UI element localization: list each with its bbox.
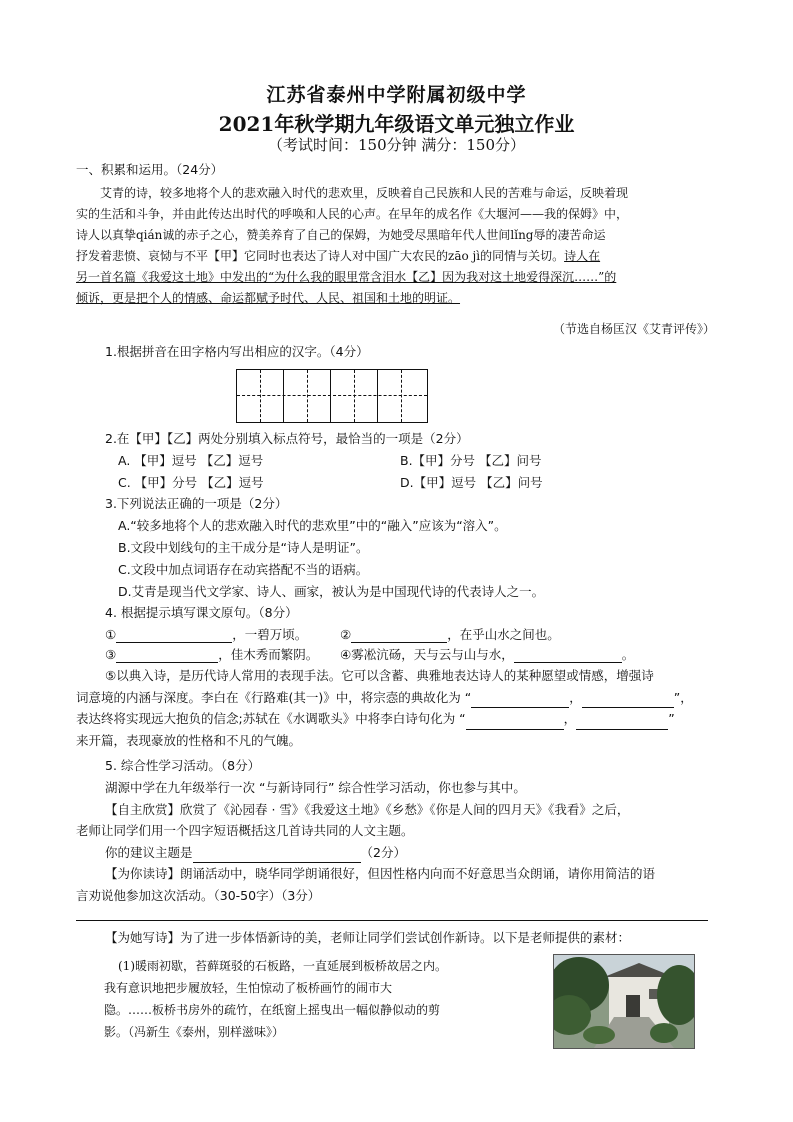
q5-block	[76, 777, 716, 906]
q4-para-line: ⑤以典入诗，是历代诗人常用的表现手法。它可以含蓄、典雅地表达诗人的某种愿望或情感，增强诗	[105, 668, 654, 683]
material-line: (1)暖雨初歇，苔藓斑驳的石板路，一直延展到板桥故居之内。	[118, 959, 448, 973]
grid-guide	[307, 370, 308, 422]
q5-line: 湖源中学在九年级举行一次 “与新诗同行” 综合性学习活动，你也参与其中。	[105, 780, 526, 795]
q5c-intro: 【为她写诗】为了进一步体悟新诗的美，老师让同学们尝试创作新诗。以下是老师提供的素材：	[105, 930, 631, 945]
q4-row2: ③ ，佳木秀而繁阴。	[105, 647, 319, 662]
q4-text: 4. 根据提示填写课文原句。（8分）	[105, 605, 298, 620]
q3-option-c[interactable]: C.文段中加点词语存在动宾搭配不当的语病。	[118, 562, 369, 577]
courtyard-photo	[553, 954, 695, 1049]
passage-line: 诗人以真挚qián诚的赤子之心，赞美养育了自己的保姆，为她受尽黑暗年代人世间lǐng辱的凄苦命运	[76, 228, 606, 242]
material-line: 我有意识地把步履放轻，生怕惊动了板桥画竹的闹市大	[104, 981, 393, 995]
answer-blank[interactable]	[471, 693, 569, 708]
grid-guide	[237, 395, 427, 396]
courtyard-illustration	[554, 955, 694, 1048]
divider	[76, 920, 708, 921]
q4-para-line: 表达终将实现远大抱负的信念;苏轼在《水调歌头》中将李白诗句化为 “ ， ”	[76, 708, 716, 730]
q4-label: ②	[340, 627, 352, 642]
answer-blank[interactable]	[351, 628, 447, 643]
q2-option-a[interactable]: A. 【甲】逗号 【乙】逗号	[118, 453, 264, 468]
q2-option-b[interactable]: B.【甲】分号 【乙】问号	[400, 453, 542, 468]
tianzige-grid[interactable]	[236, 369, 428, 423]
q5-line: 【为你读诗】朗诵活动中，晓华同学朗诵很好，但因性格内向而不好意思当众朗诵，请你用简洁的语	[105, 866, 656, 881]
grid-guide	[401, 370, 402, 422]
answer-blank[interactable]	[576, 715, 668, 730]
school-name: 江苏省泰州中学附属初级中学	[266, 84, 527, 106]
passage-line: 倾诉，更是把个人的情感、命运都赋予时代、人民、祖国和土地的明证。	[76, 291, 461, 305]
q3-text: 3.下列说法正确的一项是（2分）	[105, 496, 288, 511]
exam-info: （考试时间：150分钟 满分：150分）	[267, 136, 526, 154]
q4-row2b: ④雾凇沆砀，天与云与山与水， 。	[340, 647, 635, 662]
answer-blank[interactable]	[116, 628, 232, 643]
q5-line: 【自主欣赏】欣赏了《沁园春 · 雪》《我爱这土地》《乡愁》《你是人间的四月天》《我看》之后，	[105, 801, 630, 817]
q2-option-c[interactable]: C. 【甲】分号 【乙】逗号	[118, 475, 264, 490]
material-line: 隐。……板桥书房外的疏竹，在纸窗上摇曳出一幅似静似动的剪	[104, 1003, 441, 1017]
passage-source: （节选自杨匡汉《艾青评传》）	[552, 322, 715, 336]
grid-guide	[260, 370, 261, 422]
answer-blank[interactable]	[466, 715, 564, 730]
passage-line: 实的生活和斗争，并由此传达出时代的呼唤和人民的心声。在早年的成名作《大堰河——我的保姆》中，	[76, 207, 629, 221]
q4-row1b: ② ，在乎山水之间也。	[340, 627, 560, 642]
q5-line: 言劝说他参加这次活动。（30-50字）（3分）	[76, 887, 321, 903]
q3-option-b[interactable]: B.文段中划线句的主干成分是“诗人是明证”。	[118, 540, 369, 555]
q2-option-d[interactable]: D.【甲】逗号 【乙】问号	[400, 475, 543, 490]
q4-label: ③	[105, 647, 117, 662]
q5-text: 5. 综合性学习活动。（8分）	[105, 758, 261, 773]
passage	[76, 183, 716, 309]
section1-heading: 一、积累和运用。（24分）	[76, 162, 224, 177]
passage-line: 艾青的诗，较多地将个人的悲欢融入时代的悲欢里，反映着自己民族和人民的苦难与命运，反映着现	[100, 186, 629, 200]
q5-line: 老师让同学们用一个四字短语概括这几首诗共同的人文主题。	[76, 823, 414, 838]
q4-para	[76, 665, 716, 751]
answer-blank[interactable]	[193, 848, 361, 863]
exam-title: 2021年秋学期九年级语文单元独立作业	[218, 112, 575, 136]
q4-para-line: 来开篇，表现豪放的性格和不凡的气魄。	[76, 732, 302, 748]
q3-option-d[interactable]: D.艾青是现当代文学家、诗人、画家，被认为是中国现代诗的代表诗人之一。	[118, 584, 545, 599]
material-line: 影。（冯新生《泰州，别样滋味》）	[104, 1025, 285, 1039]
answer-blank[interactable]	[514, 648, 622, 663]
q3-option-a[interactable]: A.“较多地将个人的悲欢融入时代的悲欢里”中的“融入”应该为“溶入”。	[118, 518, 507, 533]
q4-para-line: 词意境的内涵与深度。李白在《行路难(其一)》中，将宗悫的典故化为 “ ， ”，	[76, 687, 716, 709]
q4-row1: ① ，一碧万顷。	[105, 627, 308, 642]
q2-text: 2.在【甲】【乙】两处分别填入标点符号，最恰当的一项是（2分）	[105, 431, 469, 446]
answer-blank[interactable]	[582, 693, 674, 708]
q1-text: 1.根据拼音在田字格内写出相应的汉字。（4分）	[105, 344, 369, 359]
material-text	[104, 955, 544, 1043]
q5-line: 你的建议主题是 （2分）	[76, 842, 716, 864]
answer-blank[interactable]	[116, 648, 218, 663]
passage-line: 抒发着悲愤、哀恸与不平【甲】它同时也表达了诗人对中国广大农民的zāo jì的同情与关切。诗人在	[76, 249, 601, 263]
passage-line: 另一首名篇《我爱这土地》中发出的“为什么我的眼里常含泪水【乙】因为我对这土地爱得深沉……”的	[76, 270, 617, 284]
q4-label: ①	[105, 627, 117, 642]
grid-guide	[354, 370, 355, 422]
